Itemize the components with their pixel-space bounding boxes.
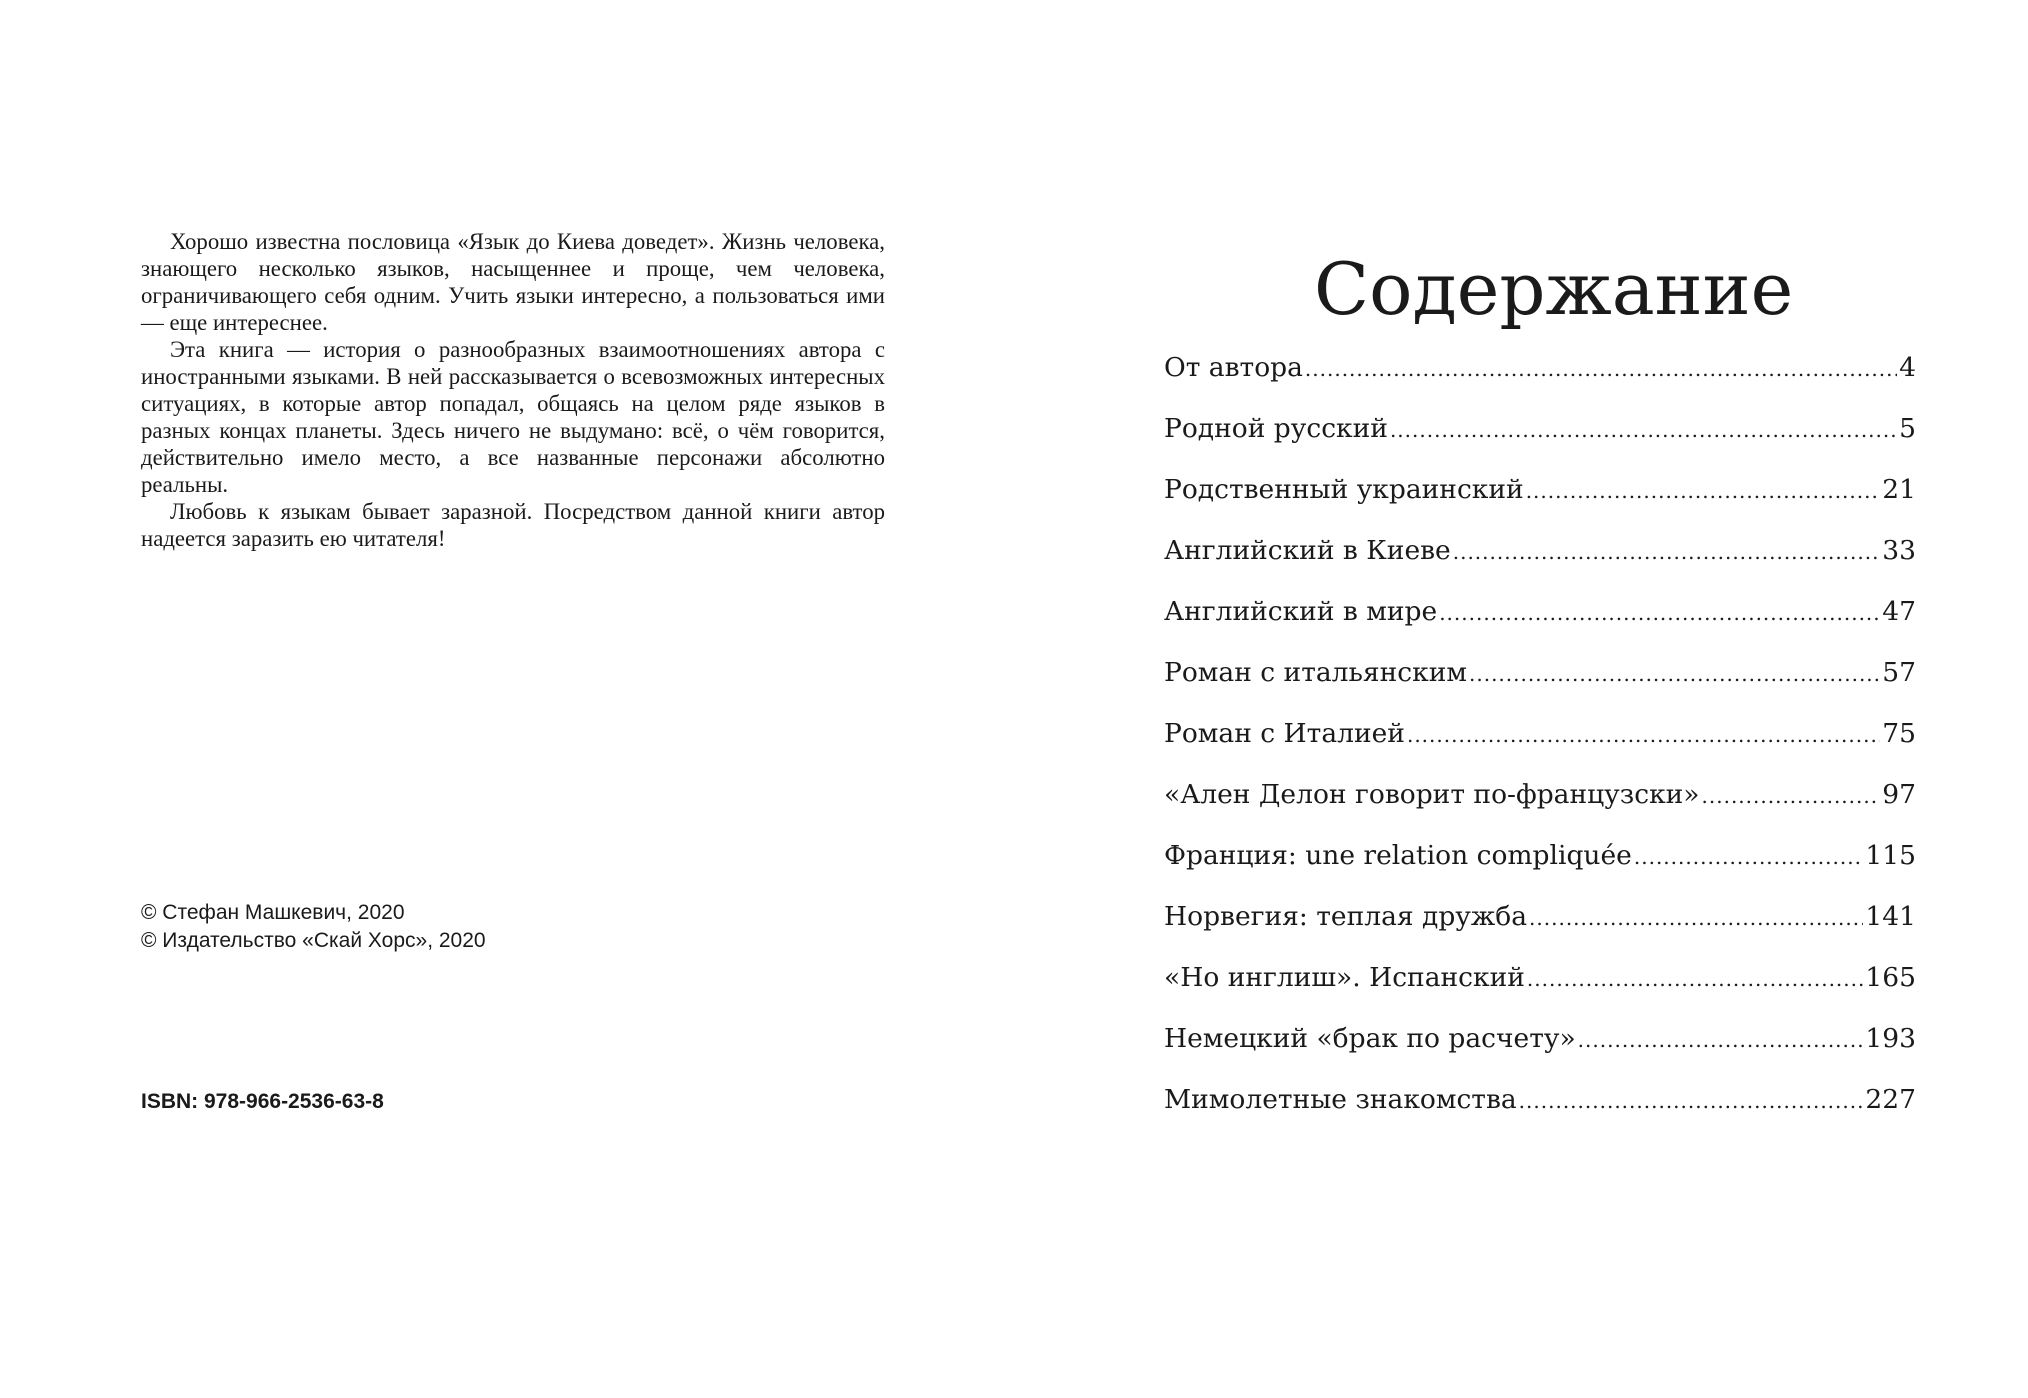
toc-entry-title: Франция: une relation compliquée	[1164, 840, 1632, 871]
right-page	[1014, 0, 2028, 1398]
toc-entry	[1164, 535, 1916, 596]
toc-entry-title: От автора	[1164, 352, 1303, 383]
toc-entry	[1164, 779, 1916, 840]
toc-leader	[1407, 723, 1880, 747]
toc-entry	[1164, 840, 1916, 901]
toc-entry-page: 141	[1865, 901, 1916, 932]
toc-entry-page: 165	[1865, 962, 1916, 993]
toc-entry	[1164, 718, 1916, 779]
toc-leader	[1578, 1028, 1864, 1052]
copyright-block	[141, 899, 841, 955]
toc-entry	[1164, 1084, 1916, 1145]
toc-entry	[1164, 596, 1916, 657]
toc-entry-page: 75	[1882, 718, 1916, 749]
toc-leader	[1305, 357, 1897, 381]
toc-entry-page: 227	[1865, 1084, 1916, 1115]
toc-entry-page: 97	[1882, 779, 1916, 810]
page-title: Содержание	[1314, 247, 1794, 332]
toc-entry-page: 193	[1865, 1023, 1916, 1054]
toc-entry	[1164, 901, 1916, 962]
toc-entry-page: 47	[1882, 596, 1916, 627]
table-of-contents	[1164, 352, 1916, 1145]
toc-entry	[1164, 1023, 1916, 1084]
toc-entry-title: Роман с Италией	[1164, 718, 1405, 749]
toc-leader	[1529, 906, 1863, 930]
toc-entry-title: Норвегия: теплая дружба	[1164, 901, 1528, 932]
toc-leader	[1469, 662, 1880, 686]
toc-leader	[1527, 967, 1863, 991]
toc-leader	[1439, 601, 1880, 625]
toc-entry-title: «Но инглиш». Испанский	[1164, 962, 1525, 993]
toc-leader	[1702, 784, 1881, 808]
toc-entry	[1164, 657, 1916, 718]
toc-entry-title: «Ален Делон говорит по-французски»	[1164, 779, 1700, 810]
annotation-paragraph: Эта книга — история о разнообразных взаимоотношениях автора с иностранными языками. В ней рассказывается о всевозможных интересных ситуациях, в которые автор попадал, общаясь на целом ряде языков в разных концах планеты. Здесь ничего не выдумано: всё, о чём говорится, действительно имело место, а все названные персонажи абсолютно реальны.	[141, 337, 885, 497]
toc-entry-page: 115	[1865, 840, 1916, 871]
toc-leader	[1453, 540, 1881, 564]
toc-entry-page: 4	[1899, 352, 1916, 383]
toc-entry-title: Родственный украинский	[1164, 474, 1524, 505]
toc-leader	[1634, 845, 1864, 869]
toc-leader	[1390, 418, 1897, 442]
annotation-paragraph: Хорошо известна пословица «Язык до Киева доведет». Жизнь человека, знающего несколько языков, насыщеннее и проще, чем человека, ограничивающего себя одним. Учить языки интересно, а пользоваться ими — еще интереснее.	[141, 229, 885, 335]
toc-entry-title: Немецкий «брак по расчету»	[1164, 1023, 1576, 1054]
isbn: ISBN: 978-966-2536-63-8	[141, 1090, 384, 1113]
copyright-author: © Стефан Машкевич, 2020	[141, 901, 405, 924]
copyright-publisher: © Издательство «Скай Хорс», 2020	[141, 929, 486, 952]
toc-entry	[1164, 474, 1916, 535]
toc-entry-page: 21	[1882, 474, 1916, 505]
toc-entry-title: Родной русский	[1164, 413, 1388, 444]
toc-leader	[1526, 479, 1881, 503]
toc-entry-title: Английский в Киеве	[1164, 535, 1451, 566]
toc-entry-page: 33	[1882, 535, 1916, 566]
toc-entry-title: Мимолетные знакомства	[1164, 1084, 1517, 1115]
toc-entry-title: Английский в мире	[1164, 596, 1438, 627]
toc-entry-title: Роман с итальянским	[1164, 657, 1467, 688]
toc-entry-page: 5	[1899, 413, 1916, 444]
toc-entry	[1164, 352, 1916, 413]
toc-entry	[1164, 413, 1916, 474]
toc-entry-page: 57	[1882, 657, 1916, 688]
book-annotation	[141, 228, 885, 552]
toc-leader	[1519, 1089, 1864, 1113]
toc-entry	[1164, 962, 1916, 1023]
annotation-paragraph: Любовь к языкам бывает заразной. Посредством данной книги автор надеется заразить ею читателя!	[141, 499, 885, 551]
